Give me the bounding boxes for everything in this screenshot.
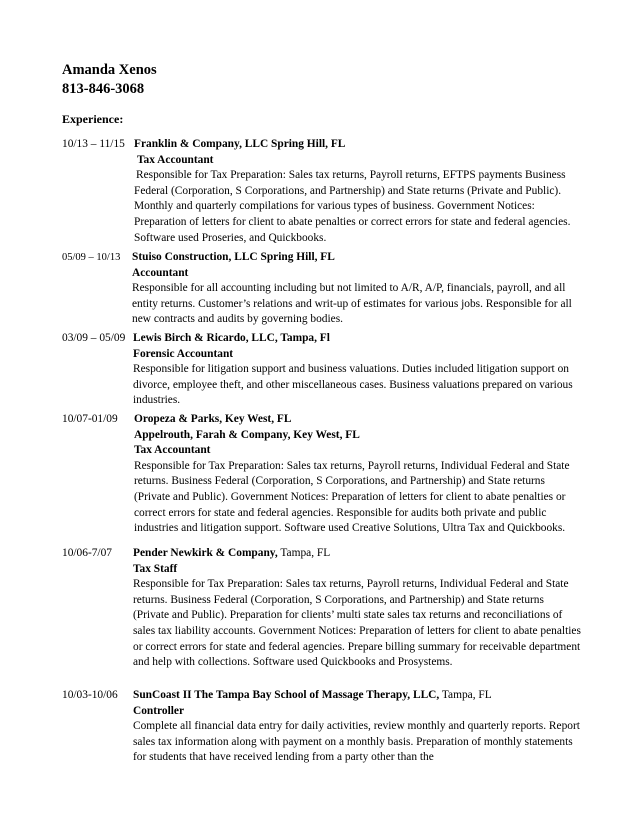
job-description: Complete all financial data entry for daily activities, review monthly and quarterly reports. Report sales tax information along with payment on a monthly basis. Preparation of monthly statements for students that have received lending from a party other than the xyxy=(133,720,580,764)
job-title: Accountant xyxy=(132,266,189,279)
job-dates: 10/03-10/06 xyxy=(62,689,118,701)
job-content xyxy=(134,137,583,246)
job-title: Tax Staff xyxy=(133,562,178,575)
job-employer xyxy=(133,331,582,347)
job-dates: 05/09 – 10/13 xyxy=(62,252,121,263)
employer-name: Franklin & Company, LLC Spring Hill, FL xyxy=(134,138,346,150)
job-description: Responsible for litigation support and business valuations. Duties included litigation support on divorce, employee theft, and other miscellaneous cases. Business valuations prepared on various industries. xyxy=(133,363,573,407)
employer-name: Pender Newkirk & Company, xyxy=(133,547,278,559)
job-dates: 10/06-7/07 xyxy=(62,547,112,559)
job-title: Controller xyxy=(133,704,185,717)
job-employer xyxy=(133,546,582,562)
job-description: Responsible for all accounting including but not limited to A/R, A/P, financials, payroll, and all entity returns. Customer’s relations and writ-up of estimates for various jobs. Responsible for all new contracts and audits by governing bodies. xyxy=(132,282,572,326)
employer-name: SunCoast II The Tampa Bay School of Massage Therapy, LLC, xyxy=(133,689,440,701)
job-description: Responsible for Tax Preparation: Sales tax returns, Payroll returns, Individual Federal and State returns. Business Federal (Corporation, S Corporations, and Partnership) and State returns (Private and Public). Government Notices: Preparation of letters for client to abate penalties or correct errors for state and federal agencies. Responsible for audits both private and public industries and litigation support. Software used Creative Solutions, Ultra Tax and Quickbooks. xyxy=(134,459,570,535)
job-employer xyxy=(134,428,583,444)
job-content xyxy=(133,331,582,409)
job-title: Forensic Accountant xyxy=(133,347,234,360)
employer-name: Oropeza & Parks, Key West, FL xyxy=(134,413,292,425)
job-title: Tax Accountant xyxy=(137,153,214,166)
job-employer xyxy=(133,688,582,704)
job-dates: 10/13 – 11/15 xyxy=(62,138,125,150)
job-content xyxy=(132,250,581,328)
employer-location: Tampa, FL xyxy=(439,689,492,701)
applicant-name: Amanda Xenos xyxy=(62,62,157,78)
job-dates: 10/07-01/09 xyxy=(62,413,118,425)
job-employer xyxy=(132,250,581,266)
job-description: Responsible for Tax Preparation: Sales tax returns, Payroll returns, EFTPS payments Business Federal (Corporation, S Corporations, and Partnership) and State returns (Private and Public). Monthly and quarterly compilations for various types of business. Government Notices: Preparation of letters for client to abate penalties or correct errors for state and federal agencies. Software used Proseries, and Quickbooks. xyxy=(134,169,571,244)
employer-name: Stuiso Construction, LLC Spring Hill, FL xyxy=(132,251,335,263)
section-title-experience: Experience: xyxy=(62,112,124,126)
employer-location: Tampa, FL xyxy=(277,547,331,559)
job-content xyxy=(134,412,583,537)
job-employer xyxy=(134,137,583,153)
employer-name: Lewis Birch & Ricardo, LLC, Tampa, Fl xyxy=(133,332,330,344)
job-description: Responsible for Tax Preparation: Sales tax returns, Payroll returns, Individual Federal and State returns. Business Federal (Corporation, S Corporations, and Partnership) and State returns (Private and Public). Preparation for clients’ multi state sales tax returns and reconciliations of sales tax liability accounts. Government Notices: Preparation of letters for client to abate penalties or correct errors for state and federal agencies. Prepare billing summary for receivable department and help with collections. Software used Quickbooks and Prosystems. xyxy=(133,578,581,669)
employer-name: Appelrouth, Farah & Company, Key West, FL xyxy=(134,428,360,441)
job-content xyxy=(133,688,582,766)
job-employer xyxy=(134,412,583,428)
job-dates: 03/09 – 05/09 xyxy=(62,332,126,344)
job-content xyxy=(133,546,582,671)
job-title: Tax Accountant xyxy=(134,444,211,457)
applicant-phone: 813-846-3068 xyxy=(62,81,145,97)
